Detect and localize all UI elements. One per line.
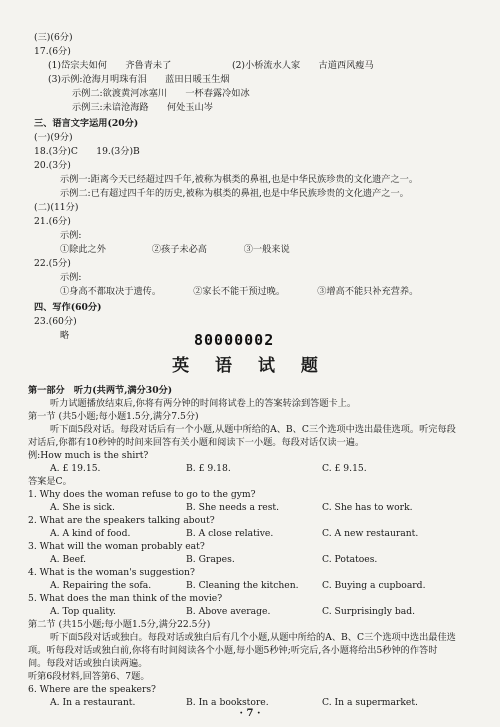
section-title: 英 语 试 题	[172, 356, 328, 376]
text-line: 听第6段材料,回答第6、7题。	[28, 671, 150, 683]
text-line: 1. Why does the woman refuse to go to the gym?	[28, 488, 256, 500]
text-line: C. Potatoes.	[322, 553, 378, 565]
text-line: C. £ 9.15.	[322, 462, 367, 474]
text-line: 四、写作(60分)	[34, 302, 102, 313]
text-line: 第一节 (共5小题;每小题1.5分,满分7.5分)	[28, 410, 199, 422]
text-line: A. In a restaurant.	[50, 697, 136, 709]
text-line: B. Above average.	[186, 605, 271, 617]
text-line: C. In a supermarket.	[322, 697, 418, 709]
text-line: B. £ 9.18.	[186, 462, 231, 474]
text-line: A. £ 19.15.	[50, 462, 101, 474]
text-line: (二)(11分)	[34, 202, 79, 213]
text-line: A. Repairing the sofa.	[50, 579, 152, 591]
text-line: 22.(5分)	[34, 258, 71, 269]
text-line: 听下面5段对话或独白。每段对话或独白后有几个小题,从题中所给的A、B、C三个选项中选出最佳选	[50, 632, 456, 644]
text-line: 对话后,你都有10秒钟的时间来回答有关小题和阅读下一小题。每段对话仅读一遍。	[28, 436, 365, 448]
text-line: 听下面5段对话。每段对话后有一个小题,从题中所给的A、B、C三个选项中选出最佳选项。听完每段	[50, 423, 456, 435]
text-line: 18.(3分)C 19.(3分)B	[34, 146, 140, 157]
text-line: ①身高不都取决于遗传。 ②家长不能干预过晚。 ③增高不能只补充营养。	[60, 286, 419, 297]
text-line: C. Surprisingly bad.	[322, 605, 416, 617]
text-line: 略	[60, 330, 70, 341]
text-line: 4. What is the woman's suggestion?	[28, 566, 195, 578]
text-line: 2. What are the speakers talking about?	[28, 514, 215, 526]
text-line: 示例二:欲渡黄河冰塞川 一杯春露冷如冰	[72, 88, 250, 99]
text-line: (2)小桥流水人家 古道西风瘦马	[232, 60, 374, 71]
text-line: 第二节 (共15小题;每小题1.5分,满分22.5分)	[28, 619, 211, 630]
text-line: C. She has to work.	[322, 501, 413, 513]
text-line: 例:How much is the shirt?	[28, 449, 149, 461]
text-line: A. Top quality.	[50, 605, 116, 617]
text-line: 听力试题播放结束后,你将有两分钟的时间将试卷上的答案转涂到答题卡上。	[50, 397, 357, 409]
text-line: 示例三:未谙沧海路 何处玉山岑	[72, 102, 213, 113]
text-line: B. In a bookstore.	[186, 697, 269, 709]
text-line: (三)(6分)	[34, 32, 73, 43]
text-line: (1)岱宗夫如何 齐鲁青未了	[48, 60, 172, 71]
text-line: 20.(3分)	[34, 160, 71, 171]
paper-code: 80000002	[194, 331, 275, 349]
text-line: 三、语言文字运用(20分)	[34, 118, 139, 129]
text-line: 项。听每段对话或独白前,你将有时间阅读各个小题,每小题5秒钟;听完后,各小题将给出5秒钟的作答时	[28, 645, 438, 657]
text-line: A. A kind of food.	[50, 527, 131, 539]
text-line: 6. Where are the speakers?	[28, 684, 156, 696]
text-line: 示例一:距离今天已经超过四千年,被称为棋类的鼻祖,也是中华民族珍贵的文化遗产之一。	[60, 174, 419, 185]
text-line: (一)(9分)	[34, 132, 73, 143]
text-line: B. Cleaning the kitchen.	[186, 579, 299, 591]
text-line: 第一部分 听力(共两节,满分30分)	[28, 384, 173, 396]
text-line: 21.(6分)	[34, 216, 71, 227]
text-line: B. Grapes.	[186, 553, 235, 565]
text-line: 间。每段对话或独白读两遍。	[28, 658, 148, 670]
text-line: 5. What does the man think of the movie?	[28, 592, 223, 604]
text-line: ①除此之外 ②孩子未必高 ③一般来说	[60, 244, 290, 255]
text-line: C. Buying a cupboard.	[322, 579, 426, 591]
text-line: B. A close relative.	[186, 527, 274, 539]
text-line: B. She needs a rest.	[186, 501, 280, 513]
text-line: 示例二:已有超过四千年的历史,被称为棋类的鼻祖,也是中华民族珍贵的文化遗产之一。	[60, 188, 409, 199]
text-line: 答案是C。	[28, 475, 72, 487]
text-line: 示例:	[60, 272, 82, 283]
text-line: (3)示例:沧海月明珠有泪 蓝田日暖玉生烟	[48, 74, 230, 85]
text-line: 3. What will the woman probably eat?	[28, 540, 205, 552]
text-line: 示例:	[60, 230, 82, 241]
text-line: C. A new restaurant.	[322, 527, 419, 539]
text-line: A. She is sick.	[50, 501, 115, 513]
page-number: · 7 ·	[239, 708, 261, 719]
text-line: 17.(6分)	[34, 46, 71, 57]
text-line: A. Beef.	[50, 553, 87, 565]
text-line: 23.(60分)	[34, 316, 77, 327]
